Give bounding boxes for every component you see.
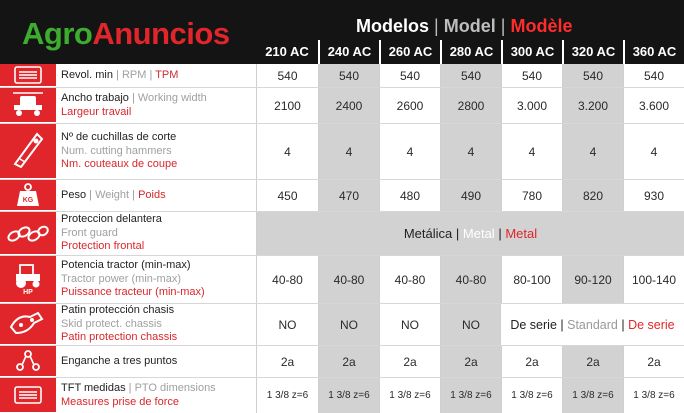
agroanuncios-logo	[22, 14, 230, 54]
value-cell: 540	[623, 64, 684, 87]
svg-text:HP: HP	[23, 289, 33, 296]
label-es: Revol. min	[61, 68, 113, 81]
row-label: Ancho trabajo | Working width Largeur travail	[56, 88, 256, 123]
value-cell: 2a	[440, 346, 501, 377]
span-value-fr: Metal	[505, 226, 538, 241]
spec-row-blades	[0, 124, 684, 180]
label-en: Num. cutting hammers	[61, 144, 172, 157]
value-cell: NO	[256, 304, 318, 345]
value-cell: 2a	[256, 346, 318, 377]
models-title	[356, 14, 572, 38]
value-cell: 540	[379, 64, 440, 87]
value-cell: 1 3/8 z=6	[501, 378, 562, 413]
label-es: Enganche a tres puntos	[61, 354, 178, 367]
label-en: Front guard	[61, 226, 118, 239]
chain-icon	[0, 212, 56, 255]
label-en: RPM	[121, 68, 147, 81]
models-title-en: Model	[443, 16, 496, 36]
value-cell: 930	[623, 180, 684, 211]
spec-row-rpm	[0, 64, 684, 88]
label-es: Proteccion delantera	[61, 213, 162, 226]
weight-icon	[0, 180, 56, 211]
models-title-sep-1: |	[434, 16, 439, 36]
row-label	[56, 212, 256, 255]
spec-row-pto	[0, 378, 684, 413]
row-label	[56, 256, 256, 303]
value-cell: 40-80	[318, 256, 379, 303]
logo-part-2: Anuncios	[92, 16, 230, 51]
value-cell: NO	[318, 304, 379, 345]
hitch-icon	[0, 346, 56, 377]
logo-part-1: Agro	[22, 16, 93, 51]
label-fr: Poids	[138, 188, 166, 201]
value-cell: NO	[440, 304, 501, 345]
row-label: Peso | Weight | Poids	[56, 180, 256, 211]
row-label	[56, 124, 256, 179]
value-cell: 80-100	[501, 256, 562, 303]
value-cell: 2a	[623, 346, 684, 377]
span-value-es: De serie	[510, 317, 557, 332]
label-fr: Measures prise de force	[61, 395, 179, 408]
row-label	[56, 346, 256, 377]
skid-icon	[0, 304, 56, 345]
model-header-2: 240 AC	[318, 40, 379, 64]
value-cell: 470	[318, 180, 379, 211]
label-es: Peso	[61, 188, 87, 201]
value-cell: 540	[501, 64, 562, 87]
label-fr: TPM	[155, 68, 179, 81]
span-value-es: Metálica	[403, 226, 453, 241]
value-cell: 4	[379, 124, 440, 179]
front-guard-value: Metálica | Metal | Metal	[256, 212, 684, 255]
model-header-5: 300 AC	[501, 40, 562, 64]
label-fr: Nm. couteaux de coupe	[61, 158, 178, 171]
value-cell: 2a	[379, 346, 440, 377]
value-cell: 1 3/8 z=6	[562, 378, 623, 413]
model-header-7: 360 AC	[623, 40, 684, 64]
value-cell: 540	[318, 64, 379, 87]
row-label	[56, 304, 256, 345]
label-en: Working width	[137, 92, 207, 104]
value-cell: 540	[440, 64, 501, 87]
value-cell: 3.000	[501, 88, 562, 123]
value-cell: 90-120	[562, 256, 623, 303]
value-cell: 4	[501, 124, 562, 179]
speedometer-icon	[0, 64, 56, 87]
spec-row-weight	[0, 180, 684, 212]
label-fr: Patin protection chassis	[61, 331, 178, 344]
value-cell: 2400	[318, 88, 379, 123]
model-header-6: 320 AC	[562, 40, 623, 64]
value-cell: 480	[379, 180, 440, 211]
label-fr: Largeur travail	[61, 105, 132, 118]
value-cell: 40-80	[440, 256, 501, 303]
label-en: Weight	[95, 188, 130, 201]
value-cell: 820	[562, 180, 623, 211]
label-es: TFT medidas	[61, 382, 126, 394]
value-cell: 3.200	[562, 88, 623, 123]
label-es: Ancho trabajo	[61, 92, 129, 104]
label-en: Skid protect. chassis	[61, 317, 162, 330]
spec-row-hitch	[0, 346, 684, 378]
label-es: Nº de cuchillas de corte	[61, 131, 177, 144]
spec-row-width	[0, 88, 684, 124]
value-cell: 4	[256, 124, 318, 179]
value-cell: 540	[562, 64, 623, 87]
value-cell: 1 3/8 z=6	[256, 378, 318, 413]
model-header-3: 260 AC	[379, 40, 440, 64]
value-cell: 3.600	[623, 88, 684, 123]
models-title-sep-2: |	[500, 16, 506, 36]
value-cell: 40-80	[256, 256, 318, 303]
spec-row-skid	[0, 304, 684, 346]
value-cell: 2600	[379, 88, 440, 123]
value-cell: 2800	[440, 88, 501, 123]
label-fr: Protection frontal	[61, 240, 145, 253]
value-cell: 100-140	[623, 256, 684, 303]
value-cell: 1 3/8 z=6	[440, 378, 501, 413]
skid-standard-value: De serie | Standard | De serie	[500, 304, 684, 345]
value-cell: 2100	[256, 88, 318, 123]
value-cell: 4	[562, 124, 623, 179]
value-cell: 450	[256, 180, 318, 211]
span-value-en: Metal	[462, 226, 495, 241]
value-cell: 1 3/8 z=6	[318, 378, 379, 413]
value-cell: 40-80	[379, 256, 440, 303]
label-en: PTO dimensions	[134, 382, 216, 394]
value-cell: 490	[440, 180, 501, 211]
value-cell: 4	[623, 124, 684, 179]
models-title-es: Modelos	[356, 16, 430, 36]
tractor-icon	[0, 256, 56, 303]
row-label: TFT medidas | PTO dimensions Measures prise de force	[56, 378, 256, 413]
pto-icon	[0, 378, 56, 413]
spec-row-tractor-power	[0, 256, 684, 304]
model-header-1: 210 AC	[265, 44, 309, 59]
label-fr: Puissance tracteur (min-max)	[61, 286, 205, 299]
models-title-fr: Modèle	[510, 16, 573, 36]
value-cell: 4	[440, 124, 501, 179]
value-cell: 1 3/8 z=6	[379, 378, 440, 413]
svg-text:KG: KG	[22, 197, 34, 204]
value-cell: 2a	[562, 346, 623, 377]
value-cell: 780	[501, 180, 562, 211]
value-cell: 4	[318, 124, 379, 179]
value-cell: 2a	[501, 346, 562, 377]
table-header	[0, 0, 684, 64]
value-cell: 1 3/8 z=6	[623, 378, 684, 413]
value-cell: NO	[379, 304, 440, 345]
value-cell: 2a	[318, 346, 379, 377]
mower-width-icon	[0, 88, 56, 123]
spec-row-front-guard	[0, 212, 684, 256]
row-label: Revol. min | RPM | TPM	[56, 64, 256, 87]
label-es: Potencia tractor (min-max)	[61, 259, 191, 272]
label-es: Patin protección chasis	[61, 304, 175, 317]
label-en: Tractor power (min-max)	[61, 272, 181, 285]
model-header-4: 280 AC	[440, 40, 501, 64]
value-cell: 540	[256, 64, 318, 87]
span-value-fr: De serie	[628, 317, 675, 332]
span-value-en: Standard	[567, 317, 618, 332]
blade-icon	[0, 124, 56, 179]
